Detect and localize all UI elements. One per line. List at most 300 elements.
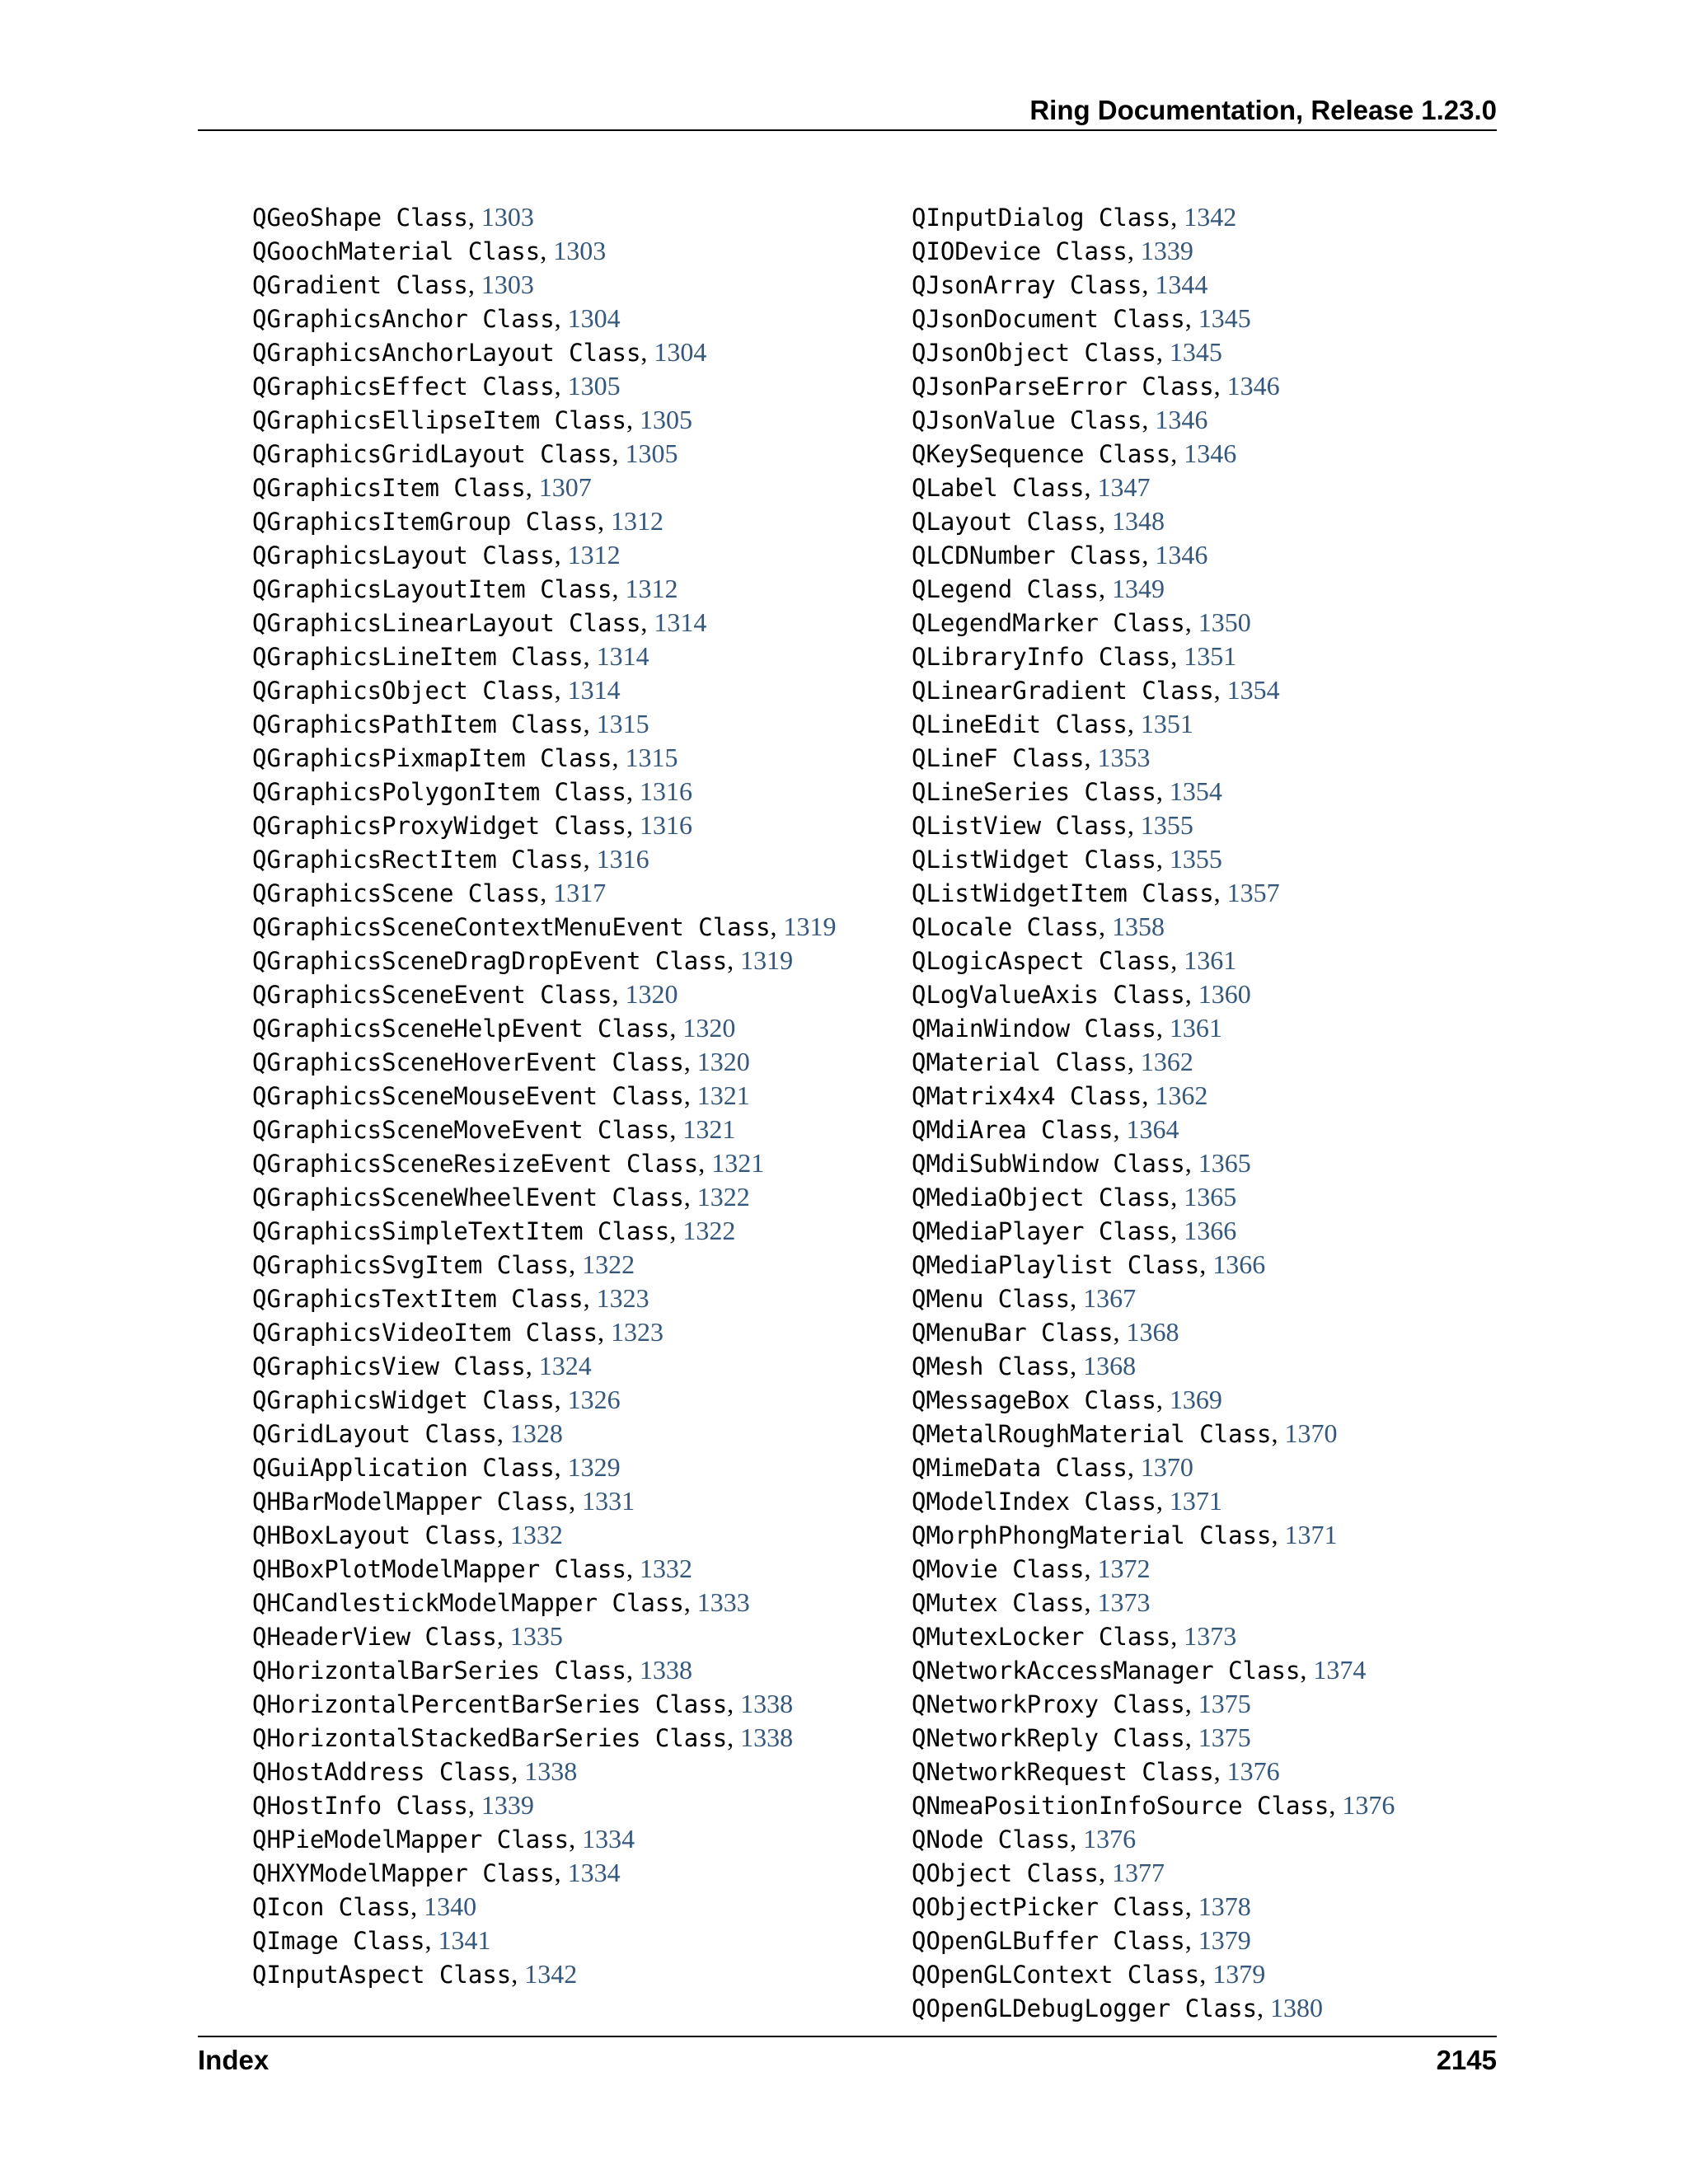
index-entry-page-link[interactable]: 1334 [567,1858,621,1887]
index-entry: QJsonValue Class, 1346 [912,405,1208,434]
index-entry: QMaterial Class, 1362 [912,1047,1193,1076]
index-entry: QInputDialog Class, 1342 [912,202,1237,232]
index-entry: QGraphicsSceneHoverEvent Class, 1320 [252,1047,750,1076]
index-entry: QMutex Class, 1373 [912,1587,1151,1617]
index-entry: QNmeaPositionInfoSource Class, 1376 [912,1790,1395,1820]
index-entry-name: QGraphicsLayout Class [252,541,555,569]
index-entry-page-link[interactable]: 1338 [524,1756,578,1786]
index-entry-name: QGraphicsScene Class [252,879,541,907]
index-entry: QMenuBar Class, 1368 [912,1317,1179,1347]
index-entry-page-link[interactable]: 1344 [1155,269,1208,299]
index-entry-name: QLibraryInfo Class [912,643,1171,671]
index-entry-page-link[interactable]: 1342 [524,1959,578,1989]
index-entry: QGraphicsSceneEvent Class, 1320 [252,979,678,1009]
index-entry: QOpenGLContext Class, 1379 [912,1959,1266,1989]
index-entry: QHostAddress Class, 1338 [252,1756,578,1786]
index-entry: QGraphicsSceneHelpEvent Class, 1320 [252,1013,736,1043]
index-entry-page-link[interactable]: 1346 [1155,405,1208,434]
index-entry-name: QMesh Class [912,1352,1071,1380]
index-entry-name: QMetalRoughMaterial Class [912,1420,1272,1448]
index-entry-name: QMorphPhongMaterial Class [912,1521,1272,1549]
index-entry-name: QMaterial Class [912,1048,1128,1076]
index-entry-name: QGraphicsVideoItem Class [252,1319,598,1347]
index-entry-name: QNetworkRequest Class [912,1758,1214,1786]
index-entry-page-link[interactable]: 1316 [639,776,692,806]
index-entry-page-link[interactable]: 1317 [553,878,607,907]
index-entry-page-link[interactable]: 1373 [1097,1587,1151,1617]
index-entry-page-link[interactable]: 1303 [553,236,607,265]
index-entry-page-link[interactable]: 1328 [509,1418,563,1448]
index-entry-page-link[interactable]: 1303 [481,202,534,232]
index-entry: QGraphicsSceneResizeEvent Class, 1321 [252,1148,765,1178]
index-entry: QObject Class, 1377 [912,1858,1165,1887]
index-entry: QLegendMarker Class, 1350 [912,607,1251,637]
index-entry: QGridLayout Class, 1328 [252,1418,563,1448]
index-entry-page-link[interactable]: 1370 [1284,1418,1338,1448]
header-rule [198,129,1497,131]
index-entry-name: QLegendMarker Class [912,609,1185,637]
index-entry-page-link[interactable]: 1346 [1155,540,1208,569]
index-entry: QGraphicsEllipseItem Class, 1305 [252,405,692,434]
index-entry-page-link[interactable]: 1346 [1184,438,1237,468]
index-entry-page-link[interactable]: 1326 [567,1385,621,1414]
index-entry: QGraphicsRectItem Class, 1316 [252,844,649,874]
index-entry-page-link[interactable]: 1304 [567,303,621,333]
index-entry-name: QOpenGLBuffer Class [912,1927,1185,1955]
index-entry-name: QGraphicsSvgItem Class [252,1251,570,1279]
index-entry-name: QGraphicsSceneMouseEvent Class [252,1082,684,1110]
index-entry-page-link[interactable]: 1345 [1169,337,1222,367]
index-entry-page-link[interactable]: 1371 [1169,1486,1222,1516]
index-entry-name: QGraphicsItemGroup Class [252,508,598,536]
index-entry-page-link[interactable]: 1342 [1184,202,1237,232]
index-entry-name: QGraphicsLayoutItem Class [252,575,612,603]
index-entry: QLinearGradient Class, 1354 [912,675,1280,705]
index-entry-page-link[interactable]: 1354 [1226,675,1280,705]
index-entry-name: QGuiApplication Class [252,1454,555,1482]
index-entry-name: QGraphicsTextItem Class [252,1285,584,1313]
index-entry: QGraphicsView Class, 1324 [252,1351,592,1380]
index-entry-name: QGraphicsSceneHoverEvent Class [252,1048,684,1076]
index-entry-page-link[interactable]: 1305 [625,438,678,468]
footer-rule [198,2036,1497,2037]
index-entry-name: QGraphicsLineItem Class [252,643,584,671]
index-entry-name: QListWidget Class [912,846,1156,874]
index-entry-name: QGraphicsEllipseItem Class [252,406,626,434]
footer-page-number: 2145 [1436,2045,1497,2075]
index-entry: QGraphicsItemGroup Class, 1312 [252,506,664,536]
index-entry: QHBarModelMapper Class, 1331 [252,1486,635,1516]
index-entry: QHeaderView Class, 1335 [252,1621,563,1651]
index-entry-page-link[interactable]: 1367 [1083,1283,1137,1313]
index-entry-page-link[interactable]: 1366 [1212,1249,1266,1279]
index-entry: QGradient Class, 1303 [252,269,534,299]
index-entry-name: QLineEdit Class [912,710,1128,738]
index-entry-name: QInputAspect Class [252,1961,512,1989]
index-entry-name: QGraphicsObject Class [252,677,555,705]
index-entry: QGraphicsPixmapItem Class, 1315 [252,743,678,772]
index-entry-name: QGraphicsPixmapItem Class [252,744,612,772]
index-entry: QHBoxLayout Class, 1332 [252,1520,563,1549]
index-entry-page-link[interactable]: 1323 [611,1317,664,1347]
index-entry-page-link[interactable]: 1357 [1226,878,1280,907]
index-entry-page-link[interactable]: 1349 [1111,574,1165,603]
index-entry-page-link[interactable]: 1345 [1198,303,1251,333]
index-entry-name: QLabel Class [912,474,1085,502]
index-entry-page-link[interactable]: 1322 [682,1216,736,1245]
index-entry-page-link[interactable]: 1315 [596,709,649,738]
index-entry-name: QModelIndex Class [912,1488,1156,1516]
index-entry-name: QHBoxLayout Class [252,1521,497,1549]
index-entry-name: QGraphicsSceneMoveEvent Class [252,1116,670,1144]
index-entry-name: QMimeData Class [912,1454,1128,1482]
index-entry: QLayout Class, 1348 [912,506,1165,536]
index-entry: QMutexLocker Class, 1373 [912,1621,1237,1651]
index-entry-page-link[interactable]: 1323 [596,1283,649,1313]
index-entry-name: QIODevice Class [912,237,1128,265]
index-entry-name: QJsonArray Class [912,271,1142,299]
index-entry-page-link[interactable]: 1377 [1111,1858,1165,1887]
index-entry: QMdiArea Class, 1364 [912,1114,1179,1144]
index-entry-name: QGraphicsView Class [252,1352,526,1380]
index-entry-name: QInputDialog Class [912,204,1171,232]
index-entry: QLabel Class, 1347 [912,472,1151,502]
index-entry: QOpenGLBuffer Class, 1379 [912,1925,1251,1955]
index-entry-page-link[interactable]: 1375 [1198,1689,1251,1718]
index-entry-page-link[interactable]: 1364 [1126,1114,1179,1144]
index-entry-page-link[interactable]: 1304 [654,337,707,367]
index-entry-name: QGraphicsSceneWheelEvent Class [252,1183,684,1212]
index-entry-page-link[interactable]: 1373 [1184,1621,1237,1651]
index-entry: QHorizontalPercentBarSeries Class, 1338 [252,1689,794,1718]
index-entry-page-link[interactable]: 1362 [1155,1080,1208,1110]
index-entry-name: QMenuBar Class [912,1319,1114,1347]
index-entry: QGraphicsLineItem Class, 1314 [252,641,649,671]
index-entry-name: QImage Class [252,1927,425,1955]
index-entry: QListWidget Class, 1355 [912,844,1222,874]
index-entry-page-link[interactable]: 1350 [1198,607,1251,637]
index-entry: QJsonArray Class, 1344 [912,269,1208,299]
index-entry-page-link[interactable]: 1371 [1284,1520,1338,1549]
index-entry-page-link[interactable]: 1341 [438,1925,491,1955]
index-entry: QMimeData Class, 1370 [912,1452,1193,1482]
index-entry-page-link[interactable]: 1361 [1169,1013,1222,1043]
index-entry: QListWidgetItem Class, 1357 [912,878,1280,907]
index-entry-name: QGraphicsSceneHelpEvent Class [252,1015,670,1043]
index-entry-page-link[interactable]: 1353 [1097,743,1151,772]
index-entry-name: QHorizontalPercentBarSeries Class [252,1690,728,1718]
index-entry-name: QOpenGLContext Class [912,1961,1200,1989]
index-entry: QNetworkAccessManager Class, 1374 [912,1655,1367,1685]
index-entry-page-link[interactable]: 1321 [682,1114,736,1144]
index-entry-page-link[interactable]: 1338 [639,1655,692,1685]
index-entry-name: QMainWindow Class [912,1015,1156,1043]
index-entry-page-link[interactable]: 1338 [740,1722,794,1752]
index-entry-page-link[interactable]: 1376 [1226,1756,1280,1786]
running-header: Ring Documentation, Release 1.23.0 [1029,95,1497,125]
index-entry: QNetworkProxy Class, 1375 [912,1689,1251,1718]
index-entry-name: QNmeaPositionInfoSource Class [912,1792,1329,1820]
index-entry-name: QMenu Class [912,1285,1071,1313]
index-entry-name: QGoochMaterial Class [252,237,541,265]
index-entry-page-link[interactable]: 1312 [567,540,621,569]
index-entry-page-link[interactable]: 1358 [1111,912,1165,941]
index-entry: QGraphicsSceneMoveEvent Class, 1321 [252,1114,736,1144]
index-entry-page-link[interactable]: 1339 [481,1790,534,1820]
index-entry-page-link[interactable]: 1321 [711,1148,765,1178]
index-entry-page-link[interactable]: 1322 [696,1182,750,1212]
index-entry-page-link[interactable]: 1321 [696,1080,750,1110]
index-entry-name: QJsonParseError Class [912,373,1214,401]
index-entry-page-link[interactable]: 1348 [1111,506,1165,536]
index-entry-name: QIcon Class [252,1893,411,1921]
index-entry-name: QHorizontalBarSeries Class [252,1657,626,1685]
index-entry-name: QMdiSubWindow Class [912,1150,1185,1178]
index-entry: QOpenGLDebugLogger Class, 1380 [912,1993,1324,2022]
index-entry-page-link[interactable]: 1335 [509,1621,563,1651]
index-entry: QMediaObject Class, 1365 [912,1182,1237,1212]
index-entry-name: QGraphicsSimpleTextItem Class [252,1217,670,1245]
index-entry-page-link[interactable]: 1324 [538,1351,592,1380]
index-entry: QMessageBox Class, 1369 [912,1385,1222,1414]
index-entry: QNode Class, 1376 [912,1824,1137,1854]
index-entry-name: QHPieModelMapper Class [252,1825,570,1854]
index-entry: QGraphicsSceneMouseEvent Class, 1321 [252,1080,750,1110]
index-entry-name: QNode Class [912,1825,1071,1854]
index-entry: QMovie Class, 1372 [912,1554,1151,1583]
index-entry-name: QGraphicsSceneEvent Class [252,981,612,1009]
index-entry-name: QGraphicsSceneContextMenuEvent Class [252,913,771,941]
index-entry-page-link[interactable]: 1368 [1083,1351,1137,1380]
index-entry: QGraphicsSvgItem Class, 1322 [252,1249,635,1279]
index-entry-page-link[interactable]: 1312 [611,506,664,536]
index-entry-page-link[interactable]: 1332 [639,1554,692,1583]
index-entry-page-link[interactable]: 1374 [1313,1655,1367,1685]
index-entry-name: QLCDNumber Class [912,541,1142,569]
index-entry-page-link[interactable]: 1354 [1169,776,1222,806]
index-entry-page-link[interactable]: 1319 [740,945,794,975]
index-entry-page-link[interactable]: 1332 [509,1520,563,1549]
index-entry-page-link[interactable]: 1362 [1140,1047,1193,1076]
index-entry: QKeySequence Class, 1346 [912,438,1237,468]
index-entry: QGraphicsObject Class, 1314 [252,675,621,705]
index-entry-name: QObject Class [912,1859,1099,1887]
index-entry-page-link[interactable]: 1351 [1184,641,1237,671]
index-entry-name: QMediaPlaylist Class [912,1251,1200,1279]
index-entry-name: QMatrix4x4 Class [912,1082,1142,1110]
index-entry-page-link[interactable]: 1316 [596,844,649,874]
index-entry-name: QHorizontalStackedBarSeries Class [252,1724,728,1752]
index-entry-name: QHostInfo Class [252,1792,468,1820]
index-column-left [252,200,862,1991]
index-entry-name: QLayout Class [912,508,1099,536]
index-entry-page-link[interactable]: 1312 [625,574,678,603]
index-entry: QInputAspect Class, 1342 [252,1959,578,1989]
index-entry-page-link[interactable]: 1369 [1169,1385,1222,1414]
index-entry-page-link[interactable]: 1355 [1169,844,1222,874]
index-entry-name: QGradient Class [252,271,468,299]
index-entry-name: QMovie Class [912,1555,1085,1583]
index-entry-page-link[interactable]: 1305 [639,405,692,434]
index-entry-name: QNetworkReply Class [912,1724,1185,1752]
index-entry: QGraphicsPathItem Class, 1315 [252,709,649,738]
index-entry-page-link[interactable]: 1378 [1198,1891,1251,1921]
index-entry-name: QGraphicsAnchor Class [252,305,555,333]
index-entry: QGraphicsAnchorLayout Class, 1304 [252,337,707,367]
index-entry-name: QNetworkAccessManager Class [912,1657,1301,1685]
index-entry-name: QMessageBox Class [912,1386,1156,1414]
index-entry: QGraphicsGridLayout Class, 1305 [252,438,678,468]
index-entry-page-link[interactable]: 1366 [1184,1216,1237,1245]
index-entry: QHCandlestickModelMapper Class, 1333 [252,1587,750,1617]
index-entry: QLibraryInfo Class, 1351 [912,641,1237,671]
index-entry-page-link[interactable]: 1331 [582,1486,635,1516]
index-entry-name: QGraphicsProxyWidget Class [252,812,626,840]
index-entry-page-link[interactable]: 1334 [582,1824,635,1854]
index-entry: QGraphicsSceneContextMenuEvent Class, 1319 [252,912,837,941]
index-entry-name: QGraphicsAnchorLayout Class [252,339,641,367]
index-entry-page-link[interactable]: 1360 [1198,979,1251,1009]
index-entry-page-link[interactable]: 1368 [1126,1317,1179,1347]
index-entry: QHBoxPlotModelMapper Class, 1332 [252,1554,692,1583]
index-entry-name: QHeaderView Class [252,1623,497,1651]
index-entry-name: QGraphicsPathItem Class [252,710,584,738]
index-entry-page-link[interactable]: 1319 [783,912,837,941]
index-entry: QHorizontalStackedBarSeries Class, 1338 [252,1722,794,1752]
index-entry-page-link[interactable]: 1351 [1140,709,1193,738]
index-entry-page-link[interactable]: 1329 [567,1452,621,1482]
index-entry-name: QGraphicsRectItem Class [252,846,584,874]
index-entry-page-link[interactable]: 1379 [1198,1925,1251,1955]
index-entry: QHPieModelMapper Class, 1334 [252,1824,635,1854]
index-entry: QMediaPlayer Class, 1366 [912,1216,1237,1245]
index-entry-name: QJsonValue Class [912,406,1142,434]
index-entry-name: QHostAddress Class [252,1758,512,1786]
index-entry-page-link[interactable]: 1346 [1226,371,1280,401]
index-entry-page-link[interactable]: 1320 [696,1047,750,1076]
index-entry: QGuiApplication Class, 1329 [252,1452,621,1482]
index-entry-page-link[interactable]: 1307 [538,472,592,502]
index-entry: QMainWindow Class, 1361 [912,1013,1222,1043]
index-entry-name: QGraphicsGridLayout Class [252,440,612,468]
index-entry-name: QKeySequence Class [912,440,1171,468]
index-entry: QGraphicsWidget Class, 1326 [252,1385,621,1414]
index-entry-page-link[interactable]: 1379 [1212,1959,1266,1989]
index-entry: QGeoShape Class, 1303 [252,202,534,232]
index-entry: QObjectPicker Class, 1378 [912,1891,1251,1921]
index-entry-name: QLineSeries Class [912,778,1156,806]
index-entry: QMesh Class, 1368 [912,1351,1137,1380]
index-entry: QMorphPhongMaterial Class, 1371 [912,1520,1338,1549]
index-entry-page-link[interactable]: 1333 [696,1587,750,1617]
index-entry-page-link[interactable]: 1338 [740,1689,794,1718]
index-entry-page-link[interactable]: 1314 [654,607,707,637]
index-entry: QGraphicsProxyWidget Class, 1316 [252,810,692,840]
index-entry-page-link[interactable]: 1376 [1342,1790,1395,1820]
index-entry-page-link[interactable]: 1380 [1270,1993,1324,2022]
index-entry: QNetworkRequest Class, 1376 [912,1756,1280,1786]
index-entry: QGraphicsLinearLayout Class, 1314 [252,607,707,637]
index-entry-name: QGeoShape Class [252,204,468,232]
index-entry: QMediaPlaylist Class, 1366 [912,1249,1266,1279]
index-entry: QGraphicsAnchor Class, 1304 [252,303,621,333]
index-entry: QGraphicsTextItem Class, 1323 [252,1283,649,1313]
index-entry-name: QHBarModelMapper Class [252,1488,570,1516]
index-entry-page-link[interactable]: 1322 [582,1249,635,1279]
index-entry-name: QLegend Class [912,575,1099,603]
index-entry-name: QHBoxPlotModelMapper Class [252,1555,626,1583]
index-entry-page-link[interactable]: 1320 [682,1013,736,1043]
index-entry-name: QMutex Class [912,1589,1085,1617]
index-entry-page-link[interactable]: 1320 [625,979,678,1009]
index-entry-page-link[interactable]: 1372 [1097,1554,1151,1583]
index-entry: QMetalRoughMaterial Class, 1370 [912,1418,1338,1448]
index-entry: QLCDNumber Class, 1346 [912,540,1208,569]
index-entry-page-link[interactable]: 1376 [1083,1824,1137,1854]
index-entry: QMdiSubWindow Class, 1365 [912,1148,1251,1178]
index-entry-name: QGraphicsSceneDragDropEvent Class [252,947,728,975]
index-entry-page-link[interactable]: 1339 [1140,236,1193,265]
index-entry-name: QGraphicsEffect Class [252,373,555,401]
index-entry-page-link[interactable]: 1315 [625,743,678,772]
index-entry: QJsonObject Class, 1345 [912,337,1222,367]
index-entry-page-link[interactable]: 1347 [1097,472,1151,502]
index-entry: QListView Class, 1355 [912,810,1193,840]
index-entry-name: QHXYModelMapper Class [252,1859,555,1887]
index-entry-name: QGraphicsPolygonItem Class [252,778,626,806]
index-entry-name: QMutexLocker Class [912,1623,1171,1651]
index-entry-name: QJsonObject Class [912,339,1156,367]
index-entry: QLogicAspect Class, 1361 [912,945,1237,975]
index-entry-page-link[interactable]: 1370 [1140,1452,1193,1482]
index-entry: QLogValueAxis Class, 1360 [912,979,1251,1009]
index-entry-page-link[interactable]: 1303 [481,269,534,299]
index-entry: QJsonParseError Class, 1346 [912,371,1280,401]
index-entry: QModelIndex Class, 1371 [912,1486,1222,1516]
index-entry: QIODevice Class, 1339 [912,236,1193,265]
index-entry: QMatrix4x4 Class, 1362 [912,1080,1208,1110]
index-entry: QLocale Class, 1358 [912,912,1165,941]
index-column-right [912,200,1522,2025]
index-entry-page-link[interactable]: 1365 [1198,1148,1251,1178]
index-entry-name: QListWidgetItem Class [912,879,1214,907]
index-entry: QLineEdit Class, 1351 [912,709,1193,738]
index-entry-page-link[interactable]: 1314 [567,675,621,705]
index-entry: QLegend Class, 1349 [912,574,1165,603]
index-entry: QLineSeries Class, 1354 [912,776,1222,806]
index-entry-page-link[interactable]: 1305 [567,371,621,401]
index-entry-name: QLogValueAxis Class [912,981,1185,1009]
index-entry-page-link[interactable]: 1316 [639,810,692,840]
index-entry: QGraphicsItem Class, 1307 [252,472,592,502]
index-entry: QLineF Class, 1353 [912,743,1151,772]
index-entry-name: QJsonDocument Class [912,305,1185,333]
index-entry: QGraphicsSceneDragDropEvent Class, 1319 [252,945,794,975]
index-entry-page-link[interactable]: 1340 [424,1891,477,1921]
index-entry-page-link[interactable]: 1355 [1140,810,1193,840]
index-entry-name: QMdiArea Class [912,1116,1114,1144]
index-entry-page-link[interactable]: 1361 [1184,945,1237,975]
index-entry: QHostInfo Class, 1339 [252,1790,534,1820]
index-entry-page-link[interactable]: 1365 [1184,1182,1237,1212]
index-entry-name: QLineF Class [912,744,1085,772]
index-entry: QGraphicsEffect Class, 1305 [252,371,621,401]
index-entry-name: QListView Class [912,812,1128,840]
index-entry-page-link[interactable]: 1314 [596,641,649,671]
index-entry: QIcon Class, 1340 [252,1891,477,1921]
index-entry-page-link[interactable]: 1375 [1198,1722,1251,1752]
index-entry: QGraphicsScene Class, 1317 [252,878,607,907]
